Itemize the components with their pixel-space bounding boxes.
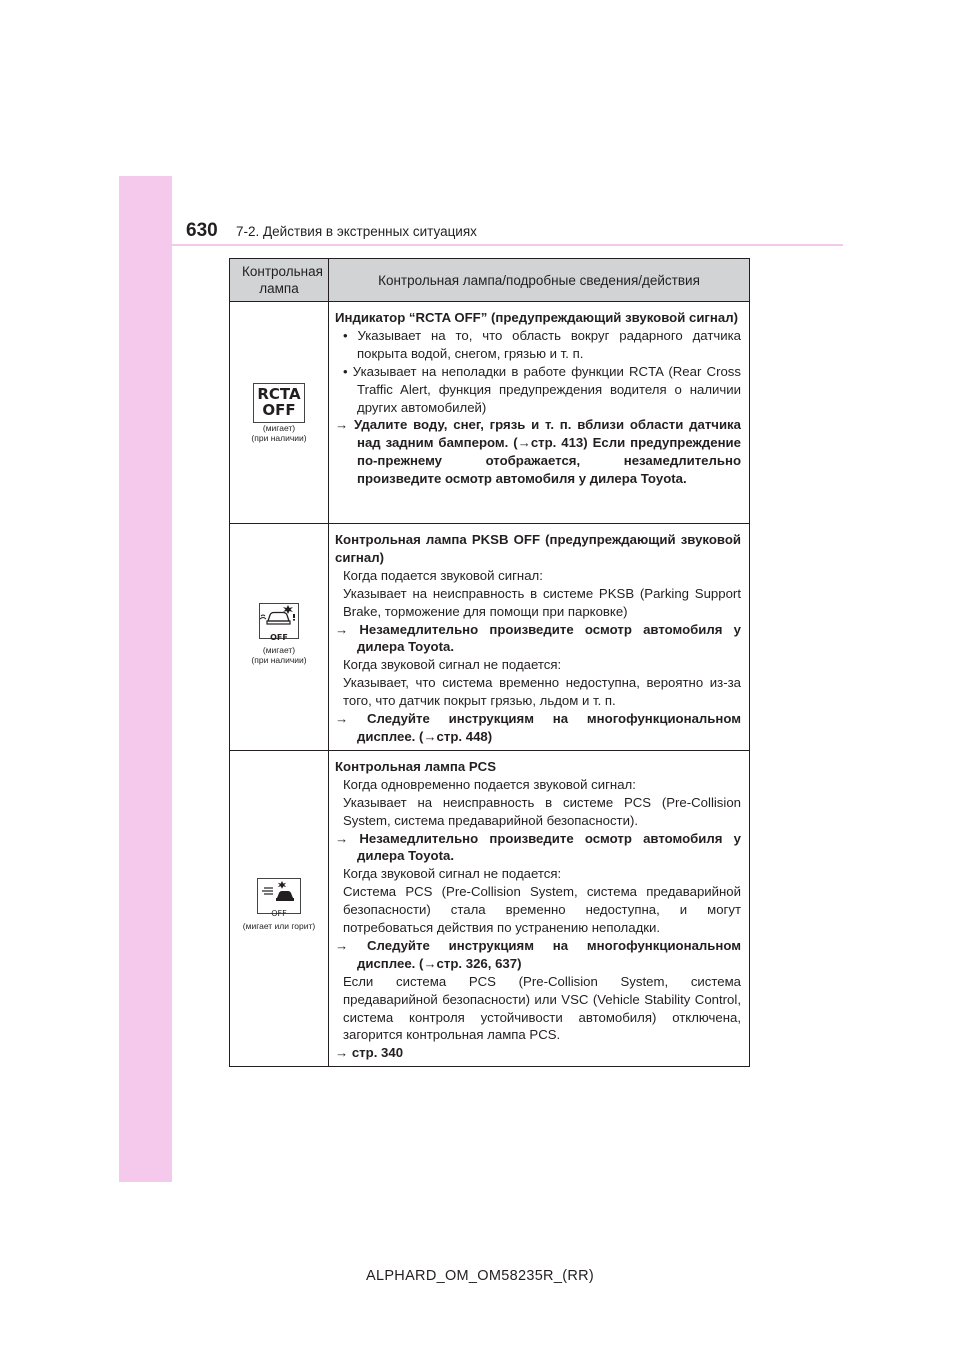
action-text: → Следуйте инструкциям на многофункциональном дисплее. (→стр. 448) (335, 711, 741, 744)
description-text: Указывает, что система временно недоступна, вероятно из-за того, что датчик покрыт грязью, льдом и т. п. (343, 675, 741, 709)
lamp-cell (230, 524, 329, 751)
pksb-car-icon (260, 604, 298, 628)
description-text: Система PCS (Pre-Collision System, система предаварийной безопасности) стала временно недоступна, и могут потребоваться действия по устранению неполадки. (343, 884, 741, 936)
lamp-caption: (при наличии) (251, 654, 307, 665)
pksb-off-icon (259, 603, 299, 642)
description-text: Указывает на неисправность в системе PKSB (Parking Support Brake, торможение для помощи при парковке) (343, 585, 741, 619)
row-title: Контрольная лампа PCS (335, 758, 496, 774)
description-text: Указывает на неисправность в системе PCS (Pre-Collision System, система предаварийной безопасности). (343, 794, 741, 828)
lamp-caption: (при наличии) (251, 432, 307, 443)
action-text: → Незамедлительно произведите осмотр автомобиля у дилера Toyota. (335, 830, 741, 864)
action-text: → Удалите воду, снег, грязь и т. п. вблизи области датчика над задним бампером. (→стр. 413) Если предупреждение по-прежнему отображается, незамедлительно произведите осмотр автомобиля у дилера Toyota. (335, 417, 741, 487)
chapter-side-tab (119, 176, 172, 1182)
table-header-row (230, 259, 750, 302)
pcs-warning-icon (257, 878, 301, 919)
action-text: → Незамедлительно произведите осмотр автомобиля у дилера Toyota. (335, 621, 741, 655)
lamp-cell (230, 750, 329, 1066)
table-row (230, 524, 750, 751)
details-cell (329, 524, 750, 751)
table-row (230, 750, 750, 1066)
lamp-caption: (мигает) (262, 422, 296, 433)
page-number: 630 (186, 220, 218, 241)
condition-text: Когда подается звуковой сигнал: (343, 567, 543, 583)
col-header-details: Контрольная лампа/подробные сведения/действия (329, 259, 750, 302)
rcta-off-icon-text-1: RCTA (257, 384, 301, 403)
condition-text: Когда звуковой сигнал не подается: (343, 657, 562, 673)
description-text: Если система PCS (Pre-Collision System, система предаварийной безопасности) или VSC (Vehicle Stability Control, система контроля устойчивости автомобиля) отключена, загорится контрольная лампа PCS. (343, 973, 741, 1043)
details-cell (329, 750, 750, 1066)
pcs-car-icon (258, 879, 300, 904)
lamp-cell (230, 302, 329, 524)
action-text: → Следуйте инструкциям на многофункциональном дисплее. (→стр. 326, 637) (335, 937, 741, 971)
row-title: Контрольная лампа PKSB OFF (предупреждающий звуковой сигнал) (335, 532, 741, 565)
condition-text: Когда одновременно подается звуковой сигнал: (343, 776, 636, 792)
bullet-item: • Указывает на то, что область вокруг радарного датчика покрыта водой, снегом, грязью и т. п. (343, 327, 741, 361)
condition-text: Когда звуковой сигнал не подается: (343, 866, 562, 882)
row-title: Индикатор “RCTA OFF” (предупреждающий звуковой сигнал) (335, 310, 738, 325)
action-text: → стр. 340 (335, 1045, 404, 1061)
lamp-caption: (мигает) (262, 644, 296, 655)
header-rule (172, 244, 843, 246)
table-row (230, 302, 750, 524)
document-code: ALPHARD_OM_OM58235R_(RR) (366, 1268, 594, 1284)
details-cell (329, 302, 750, 524)
lamp-caption: (мигает или горит) (242, 921, 316, 932)
pksb-off-icon-text: OFF (270, 632, 288, 642)
bullet-item: • Указывает на неполадки в работе функции RCTA (Rear Cross Traffic Alert, функция предупреждения водителя о наличии других автомобилей) (343, 363, 741, 415)
rcta-off-icon (253, 383, 305, 423)
section-title: 7-2. Действия в экстренных ситуациях (236, 224, 477, 239)
rcta-off-icon-text-2: OFF (262, 400, 296, 419)
warning-lamp-table (229, 258, 750, 1067)
pcs-off-icon-text: OFF (271, 909, 287, 919)
col-header-lamp: Контрольная лампа (230, 259, 329, 302)
